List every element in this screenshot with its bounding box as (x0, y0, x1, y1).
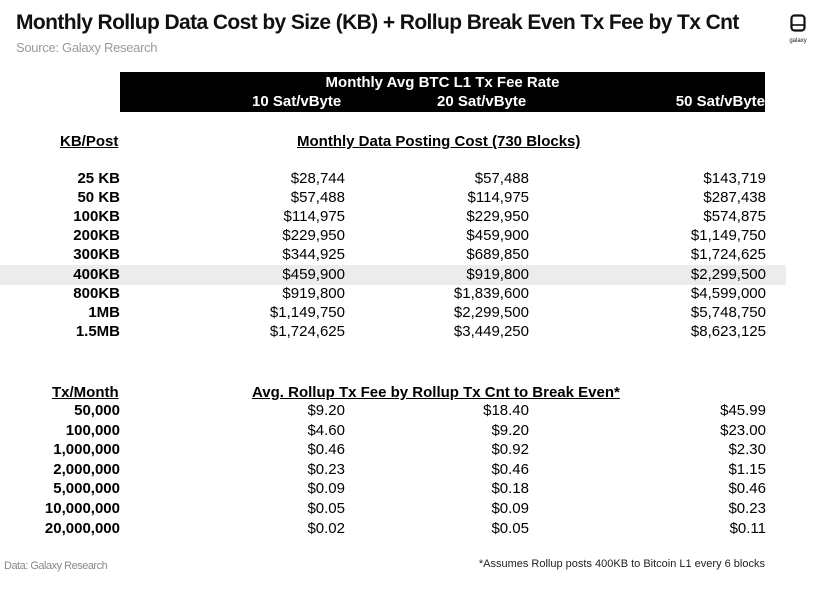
posting-cost-cell: $2,299,500 (453, 303, 529, 321)
galaxy-logo (787, 14, 809, 44)
break-even-fee-cell: $18.40 (483, 402, 529, 419)
break-even-fee-row-label: 10,000,000 (44, 500, 120, 517)
posting-cost-cell: $8,623,125 (690, 322, 766, 340)
posting-cost-row-label: 1MB (88, 303, 120, 321)
posting-cost-row-label: 1.5MB (75, 322, 120, 340)
break-even-fee-cell: $0.09 (491, 500, 529, 517)
break-even-fee-cell: $0.02 (307, 519, 345, 537)
fee-rate-header-title: Monthly Avg BTC L1 Tx Fee Rate (325, 74, 560, 91)
break-even-fee-cell: $4.60 (307, 421, 345, 439)
posting-cost-row-label: 200KB (73, 227, 120, 245)
fee-rate-col-50: 50 Sat/vByte (675, 93, 765, 110)
tx-month-header: Tx/Month (52, 384, 119, 401)
posting-cost-row-label: 50 KB (77, 189, 120, 207)
posting-cost-cell: $4,599,000 (690, 284, 766, 302)
kb-post-header: KB/Post (60, 133, 119, 150)
posting-cost-cell: $229,950 (282, 227, 345, 245)
posting-cost-cell: $344,925 (282, 246, 345, 264)
posting-cost-cell: $1,724,625 (690, 246, 766, 264)
posting-cost-cell: $57,488 (474, 170, 529, 187)
break-even-fee-cell: $0.18 (491, 480, 529, 498)
break-even-fee-row-label: 5,000,000 (53, 480, 120, 498)
posting-cost-cell: $919,800 (466, 265, 529, 283)
posting-cost-row-label: 100KB (73, 208, 120, 226)
posting-cost-cell: $919,800 (282, 284, 345, 302)
posting-cost-cell: $57,488 (290, 189, 345, 207)
posting-cost-cell: $114,975 (467, 189, 529, 207)
posting-cost-cell: $28,744 (290, 170, 345, 187)
chart-subtitle: Source: Galaxy Research (16, 40, 158, 55)
posting-cost-cell: $1,724,625 (269, 322, 345, 340)
posting-cost-cell: $229,950 (466, 208, 529, 226)
posting-cost-cell: $1,839,600 (453, 284, 529, 302)
break-even-fee-cell: $0.05 (491, 519, 529, 537)
break-even-fee-cell: $0.46 (491, 460, 529, 478)
break-even-fee-cell: $0.11 (729, 519, 766, 537)
break-even-fee-row-label: 1,000,000 (53, 441, 120, 459)
break-even-fee-cell: $2.30 (728, 441, 766, 459)
footnote: *Assumes Rollup posts 400KB to Bitcoin L1 every 6 blocks (478, 558, 765, 570)
break-even-fee-cell: $0.23 (728, 500, 766, 517)
posting-cost-row-label: 400KB (73, 265, 120, 283)
break-even-fee-cell: $23.00 (720, 421, 766, 439)
posting-cost-cell: $2,299,500 (690, 265, 766, 283)
break-even-fee-cell: $45.99 (720, 402, 766, 419)
posting-cost-cell: $114,975 (283, 208, 345, 226)
chart-title: Monthly Rollup Data Cost by Size (KB) + Rollup Break Even Tx Fee by Tx Cnt (16, 11, 739, 34)
break-even-fee-cell: $0.09 (307, 480, 345, 498)
break-even-fee-cell: $0.05 (307, 500, 345, 517)
break-even-fee-cell: $9.20 (307, 402, 345, 419)
galaxy-logo-icon (790, 14, 806, 32)
posting-cost-cell: $1,149,750 (690, 227, 766, 245)
break-even-fee-cell: $0.46 (728, 480, 766, 498)
posting-cost-row-label: 300KB (73, 246, 120, 264)
source-footer: Data: Galaxy Research (4, 560, 108, 572)
posting-cost-row-label: 800KB (73, 284, 120, 302)
break-even-fee-cell: $0.23 (307, 460, 345, 478)
posting-cost-cell: $1,149,750 (269, 303, 345, 321)
posting-cost-cell: $143,719 (703, 170, 766, 187)
fee-rate-header (120, 72, 765, 112)
posting-cost-cell: $5,748,750 (690, 303, 766, 321)
break-even-fee-cell: $9.20 (491, 421, 529, 439)
break-even-fee-cell: $0.46 (307, 441, 345, 459)
posting-cost-cell: $459,900 (466, 227, 529, 245)
break-even-fee-row-label: 20,000,000 (44, 519, 120, 537)
break-even-fee-row-label: 100,000 (65, 421, 120, 439)
break-even-fee-row-label: 2,000,000 (53, 460, 120, 478)
posting-cost-cell: $689,850 (466, 246, 529, 264)
posting-cost-row-label: 25 KB (77, 170, 120, 187)
posting-cost-cell: $3,449,250 (453, 322, 529, 340)
break-even-fee-cell: $0.92 (491, 441, 529, 459)
section2-title: Avg. Rollup Tx Fee by Rollup Tx Cnt to Break Even* (252, 384, 620, 401)
break-even-fee-row-label: 50,000 (74, 402, 120, 419)
logo-wordmark: galaxy (789, 38, 807, 44)
posting-cost-cell: $459,900 (282, 265, 345, 283)
fee-rate-col-10: 10 Sat/vByte (252, 93, 342, 110)
break-even-fee-cell: $1.15 (728, 460, 766, 478)
posting-cost-cell: $574,875 (703, 208, 766, 226)
fee-rate-col-20: 20 Sat/vByte (437, 93, 527, 110)
posting-cost-cell: $287,438 (703, 189, 766, 207)
section1-title: Monthly Data Posting Cost (730 Blocks) (297, 133, 581, 150)
